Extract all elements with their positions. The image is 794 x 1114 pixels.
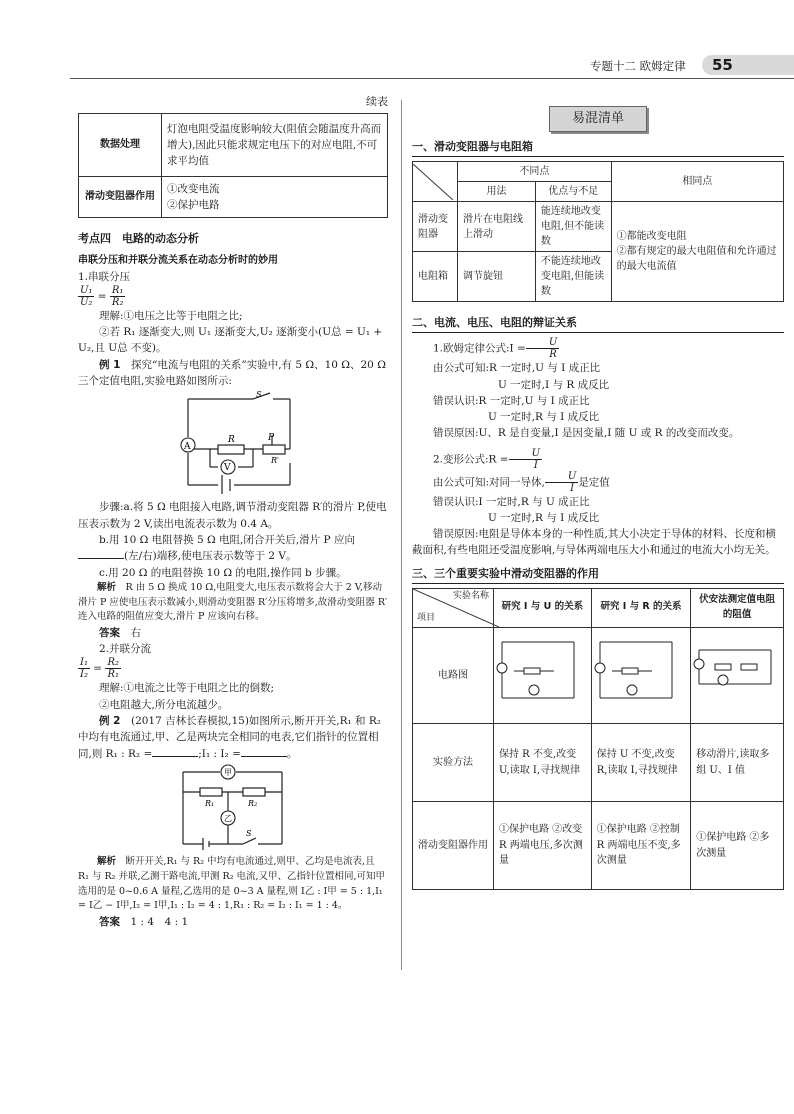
method-cell: 保持 R 不变,改变 U,读取 I,寻找规律 xyxy=(494,724,592,802)
function-cell: ①保护电路 ②多次测量 xyxy=(691,802,784,890)
svg-text:S: S xyxy=(256,390,262,400)
variant-formula: 2.变形公式:R = $\frac{U}{I}$ xyxy=(433,447,541,471)
ohm-formula: 1.欧姆定律公式:I = $\frac{U}{R}$ xyxy=(433,337,558,361)
svg-text:P: P xyxy=(268,433,275,444)
section-title: 专题十二 欧姆定律 xyxy=(590,59,686,73)
kp-title: 考点四 电路的动态分析 xyxy=(78,232,199,246)
answer-blank[interactable] xyxy=(152,756,198,757)
row-content xyxy=(162,177,388,218)
page-header xyxy=(590,55,794,75)
circuit-icon xyxy=(494,628,582,718)
page-number: 55 xyxy=(702,55,794,75)
header-rule xyxy=(70,78,794,79)
example-2-answer: 答案 1 : 4 4 : 1 xyxy=(99,915,189,928)
example-2-analysis: 解析 断开开关,R₁ 与 R₂ 中均有电流通过,则甲、乙均是电流表,且 R₁ 与 R₂ 并联,乙测干路电流,甲测 R₂ 电流,又甲、乙指针位置相同,可知甲选用的是 0~0.6 A 量程,乙选用的是 0~3 A 量程,则 I乙 : I甲 = 5 : 1,I₁ = I乙 − I甲,I₂ = I甲,I₁ : I₂ = 4 : 1,R₁ : R₂ = I₂ : I₁ = 1 : 4。 xyxy=(78,856,386,912)
section-1-title: 一、滑动变阻器与电阻箱 xyxy=(412,138,784,157)
variant-line: 错误原因:电阻是导体本身的一种性质,其大小决定于导体的材料、长度和横截面积,有些电阻还受温度影响,与导体两端电压大小和通过的电流大小均无关。 xyxy=(412,528,776,557)
parallel-understanding-1: 理解:①电流之比等于电阻之比的倒数; xyxy=(99,682,275,695)
left-column xyxy=(78,93,388,930)
parallel-equation: $\frac{\text{I₁}}{\text{I₂}}$ = $\frac{\text{R₂}}{\text{R₁}}$ xyxy=(80,657,119,681)
example-2: 例 2 (2017 吉林长春模拟,15)如图所示,断开开关,R₁ 和 R₂ 中均有电流通过,甲、乙是两块完全相同的电表,它们指针的位置相同,则 R₁ : R₂ = ;I₁ : I₂ = 。 xyxy=(78,715,381,760)
parallel-understanding-2: ②电阻越大,所分电流越少。 xyxy=(99,698,229,711)
experiment-table-continued xyxy=(78,113,388,218)
meter-jia-icon: 甲 xyxy=(224,767,232,777)
header-pros: 优点与不足 xyxy=(535,182,611,202)
row-label: 实验方法 xyxy=(413,724,494,802)
circuit-icon xyxy=(592,628,680,718)
variant-line: U 一定时,R 与 I 成反比 xyxy=(488,511,600,524)
variant-line: 错误认识:I 一定时,R 与 U 成正比 xyxy=(433,495,590,508)
ohm-line: U 一定时,I 与 R 成反比 xyxy=(498,378,610,391)
row-pros: 能连续地改变电阻,但不能读数 xyxy=(535,202,611,252)
ohm-line: 由公式可知:R 一定时,U 与 I 成正比 xyxy=(433,362,601,375)
meter-yi-icon: 乙 xyxy=(224,813,232,823)
example-1: 例 1 探究“电流与电阻的关系”实验中,有 5 Ω、10 Ω、20 Ω 三个定值电阻,实验电路如图所示: xyxy=(78,358,386,387)
col-header: 研究 I 与 R 的关系 xyxy=(591,588,690,627)
table-row xyxy=(413,202,784,252)
table-corner xyxy=(413,162,458,202)
series-equation: $\frac{\text{U₁}}{\text{U₂}}$ = $\frac{\text{R₁}}{\text{R₂}}$ xyxy=(80,284,124,308)
continued-label: 续表 xyxy=(366,95,388,108)
kp-subtitle: 串联分压和并联分流关系在动态分析时的妙用 xyxy=(78,255,278,267)
ohm-line: 错误认识:R 一定时,U 与 I 成正比 xyxy=(433,394,590,407)
row-use: 调节旋钮 xyxy=(458,252,536,302)
col-header: 研究 I 与 U 的关系 xyxy=(494,588,592,627)
series-title: 1.串联分压 xyxy=(78,270,131,283)
row-name: 电阻箱 xyxy=(413,252,458,302)
row-pros: 不能连续地改变电阻,但能读数 xyxy=(535,252,611,302)
row-label: 滑动变阻器作用 xyxy=(413,802,494,890)
ohm-line: 错误原因:U、R 是自变量,I 是因变量,I 随 U 或 R 的改变而改变。 xyxy=(433,427,740,440)
table-row xyxy=(79,177,388,218)
same-points: ①都能改变电阻 ②都有规定的最大电阻值和允许通过的最大电流值 xyxy=(611,202,783,302)
circuit-cell xyxy=(691,627,784,724)
table-row xyxy=(79,114,388,177)
svg-text:R′: R′ xyxy=(271,456,279,466)
ohm-line: U 一定时,R 与 I 成反比 xyxy=(488,411,600,424)
example-1-steps: 步骤:a.将 5 Ω 电阻接入电路,调节滑动变阻器 R′的滑片 P,使电压表示数为 2 V,读出电流表示数为 0.4 A。 xyxy=(78,501,387,530)
example-1-step-c: c.用 20 Ω 的电阻替换 10 Ω 的电阻,操作同 b 步骤。 xyxy=(99,566,347,579)
svg-text:S: S xyxy=(246,828,252,838)
header-use: 用法 xyxy=(458,182,536,202)
svg-text:R₁: R₁ xyxy=(205,798,215,808)
voltmeter-icon: V xyxy=(224,463,231,474)
function-cell: ①保护电路 ②控制 R 两端电压不变,多次测量 xyxy=(591,802,690,890)
row-label: 电路图 xyxy=(413,627,494,724)
header-diff: 不同点 xyxy=(458,162,612,182)
parallel-title: 2.并联分流 xyxy=(99,643,152,656)
circuit-cell xyxy=(494,627,592,724)
series-understanding-2: ②若 R₁ 逐渐变大,则 U₁ 逐渐变大,U₂ 逐渐变小(U总 = U₁ + U₂,且 U总 不变)。 xyxy=(78,326,383,355)
row-label: 数据处理 xyxy=(79,114,162,177)
rheostat-comparison-table xyxy=(412,161,784,302)
circuit-icon xyxy=(691,628,779,718)
example-1-answer: 答案 右 xyxy=(99,626,141,639)
answer-blank[interactable] xyxy=(78,558,124,559)
row-label: 滑动变阻器作用 xyxy=(79,177,162,218)
circuit-cell xyxy=(591,627,690,724)
circuit-diagram-1 xyxy=(78,389,388,494)
circuit-diagram-2 xyxy=(78,762,388,850)
row-content: 灯泡电阻受温度影响较大(阻值会随温度升高而增大),因此只能求规定电压下的对应电阻,不可求平均值 xyxy=(162,114,388,177)
svg-text:R₂: R₂ xyxy=(248,798,258,808)
experiments-table xyxy=(412,588,784,891)
col-header: 伏安法测定值电阻的阻值 xyxy=(691,588,784,627)
method-cell: 保持 U 不变,改变 R,读取 I,寻找规律 xyxy=(591,724,690,802)
right-column xyxy=(412,106,784,890)
effect-line: ②保护电路 xyxy=(167,199,220,212)
header-same: 相同点 xyxy=(611,162,783,202)
row-use: 滑片在电阻线上滑动 xyxy=(458,202,536,252)
example-1-step-b: b.用 10 Ω 电阻替换 5 Ω 电阻,闭合开关后,滑片 P 应向 xyxy=(99,533,355,546)
svg-text:R: R xyxy=(228,435,235,446)
row-name: 滑动变阻器 xyxy=(413,202,458,252)
example-1-analysis: 解析 R 由 5 Ω 换成 10 Ω,电阻变大,电压表示数将会大于 2 V,移动滑片 P 应使电压表示数减小,则滑动变阻器 R′分压将增多,故滑动变阻器 R′连入电路的阻值应变大,滑片 P 应该向右移。 xyxy=(78,581,388,623)
section-2-title: 二、电流、电压、电阻的辩证关系 xyxy=(412,314,784,333)
answer-blank[interactable] xyxy=(241,756,287,757)
column-divider xyxy=(401,100,402,970)
ammeter-icon: A xyxy=(184,442,191,453)
section-3-title: 三、三个重要实验中滑动变阻器的作用 xyxy=(412,565,784,584)
function-cell: ①保护电路 ②改变 R 两端电压,多次测量 xyxy=(494,802,592,890)
method-cell: 移动滑片,读取多组 U、I 值 xyxy=(691,724,784,802)
variant-line: 由公式可知:对同一导体, $\frac{U}{I}$ 是定值 xyxy=(433,470,610,494)
effect-line: ①改变电流 xyxy=(167,182,220,195)
example-1-step-b-cont: (左/右)端移,使电压表示数等于 2 V。 xyxy=(78,548,388,564)
series-understanding-1: 理解:①电压之比等于电阻之比; xyxy=(99,309,243,322)
confusion-list-title: 易混清单 xyxy=(549,106,647,132)
table-corner: 实验名称 项目 xyxy=(413,588,494,627)
